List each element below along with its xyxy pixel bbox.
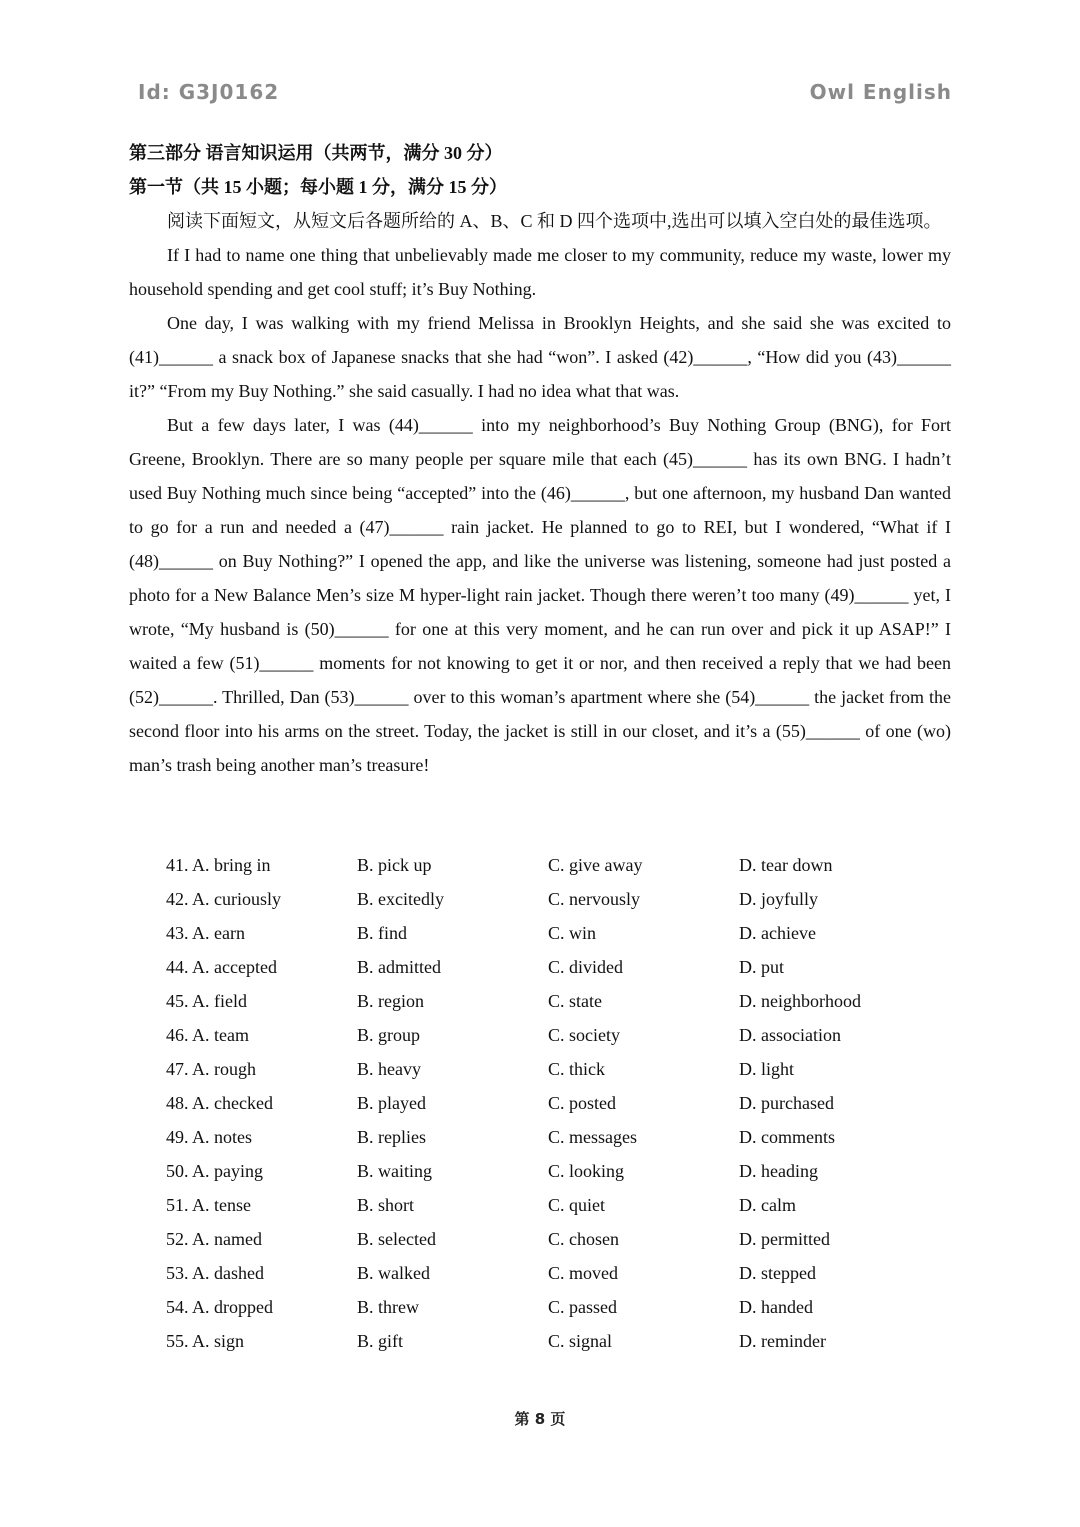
option-a: 54. A. dropped: [166, 1297, 273, 1317]
brand-name: Owl English: [809, 80, 952, 104]
option-d: D. neighborhood: [739, 991, 861, 1011]
question-row: [166, 1256, 966, 1290]
option-a: 49. A. notes: [166, 1127, 253, 1147]
option-a: 43. A. earn: [166, 923, 245, 943]
question-row: [166, 1188, 966, 1222]
document-id: Id: G3J0162: [138, 80, 280, 104]
option-d: D. light: [739, 1059, 795, 1079]
question-row: [166, 882, 966, 916]
question-row: [166, 1154, 966, 1188]
option-b: B. selected: [357, 1229, 436, 1249]
option-c: C. give away: [548, 855, 643, 875]
option-d: D. joyfully: [739, 889, 818, 909]
option-d: D. permitted: [739, 1229, 830, 1249]
passage-paragraph: One day, I was walking with my friend Melissa in Brooklyn Heights, and she said she was excited to (41)______ a snack box of Japanese snacks that she had “won”. I asked (42)______, “How did you (43)______ it?” “From my Buy Nothing.” she said casually. I had no idea what that was.: [129, 313, 951, 401]
option-a: 42. A. curiously: [166, 889, 281, 909]
option-d: D. handed: [739, 1297, 813, 1317]
option-a: 45. A. field: [166, 991, 247, 1011]
option-b: B. excitedly: [357, 889, 444, 909]
option-b: B. waiting: [357, 1161, 432, 1181]
option-c: C. win: [548, 923, 597, 943]
option-b: B. replies: [357, 1127, 426, 1147]
option-a: 44. A. accepted: [166, 957, 277, 977]
option-b: B. pick up: [357, 855, 432, 875]
option-b: B. region: [357, 991, 424, 1011]
question-row: [166, 916, 966, 950]
option-d: D. tear down: [739, 855, 833, 875]
option-a: 52. A. named: [166, 1229, 262, 1249]
option-c: C. state: [548, 991, 602, 1011]
question-row: [166, 1018, 966, 1052]
page-number: 第 8 页: [514, 1410, 566, 1428]
answer-options: [166, 848, 966, 1358]
option-c: C. moved: [548, 1263, 618, 1283]
option-a: 48. A. checked: [166, 1093, 273, 1113]
option-d: D. achieve: [739, 923, 816, 943]
option-a: 55. A. sign: [166, 1331, 245, 1351]
option-b: B. gift: [357, 1331, 404, 1351]
option-c: C. thick: [548, 1059, 605, 1079]
option-c: C. signal: [548, 1331, 613, 1351]
option-c: C. passed: [548, 1297, 617, 1317]
option-c: C. posted: [548, 1093, 617, 1113]
section-subtitle: 第一节（共 15 小题；每小题 1 分，满分 15 分）: [129, 177, 507, 197]
part-title: 第三部分 语言知识运用（共两节，满分 30 分）: [129, 143, 503, 163]
option-b: B. played: [357, 1093, 426, 1113]
passage-paragraph: If I had to name one thing that unbelievably made me closer to my community, reduce my waste, lower my household spending and get cool stuff; it’s Buy Nothing.: [129, 245, 951, 299]
option-d: D. association: [739, 1025, 841, 1045]
question-row: [166, 1052, 966, 1086]
passage-paragraph: But a few days later, I was (44)______ into my neighborhood’s Buy Nothing Group (BNG), for Fort Greene, Brooklyn. There are so many people per square mile that each (45)______ has its own BNG. I hadn’t used Buy Nothing much since being “accepted” into the (46)______, but one afternoon, my husband Dan wanted to go for a run and needed a (47)______ rain jacket. He planned to go to REI, but I wondered, “What if I (48)______ on Buy Nothing?” I opened the app, and like the universe was listening, someone had just posted a photo for a New Balance Men’s size M hyper-light rain jacket. Though there weren’t too many (49)______ yet, I wrote, “My husband is (50)______ for one at this very moment, and he can run over and pick it up ASAP!” I waited a few (51)______ moments for not knowing to get it or nor, and then received a reply that we had been (52)______. Thrilled, Dan (53)______ over to this woman’s apartment where she (54)______ the jacket from the second floor into his arms on the street. Today, the jacket is still in our closet, and it’s a (55)______ of one (wo) man’s trash being another man’s treasure!: [129, 415, 951, 775]
option-a: 50. A. paying: [166, 1161, 263, 1181]
option-d: D. comments: [739, 1127, 835, 1147]
instruction-text: 阅读下面短文，从短文后各题所给的 A、B、C 和 D 四个选项中,选出可以填入空白处的最佳选项。: [167, 211, 942, 231]
option-b: B. heavy: [357, 1059, 421, 1079]
option-c: C. nervously: [548, 889, 640, 909]
page-header: [138, 80, 952, 108]
question-row: [166, 1222, 966, 1256]
option-d: D. purchased: [739, 1093, 834, 1113]
question-row: [166, 1120, 966, 1154]
option-a: 53. A. dashed: [166, 1263, 264, 1283]
question-row: [166, 1324, 966, 1358]
option-b: B. short: [357, 1195, 415, 1215]
question-row: [166, 950, 966, 984]
question-row: [166, 1290, 966, 1324]
option-c: C. looking: [548, 1161, 625, 1181]
option-b: B. find: [357, 923, 408, 943]
option-a: 46. A. team: [166, 1025, 249, 1045]
option-a: 51. A. tense: [166, 1195, 251, 1215]
option-d: D. put: [739, 957, 784, 977]
option-d: D. calm: [739, 1195, 796, 1215]
option-c: C. chosen: [548, 1229, 619, 1249]
option-c: C. messages: [548, 1127, 637, 1147]
option-d: D. stepped: [739, 1263, 816, 1283]
option-d: D. reminder: [739, 1331, 826, 1351]
option-b: B. threw: [357, 1297, 419, 1317]
question-row: [166, 1086, 966, 1120]
option-a: 41. A. bring in: [166, 855, 271, 875]
option-b: B. admitted: [357, 957, 441, 977]
option-c: C. quiet: [548, 1195, 605, 1215]
option-d: D. heading: [739, 1161, 818, 1181]
question-row: [166, 984, 966, 1018]
question-row: [166, 848, 966, 882]
option-c: C. society: [548, 1025, 620, 1045]
option-b: B. walked: [357, 1263, 430, 1283]
option-a: 47. A. rough: [166, 1059, 256, 1079]
option-b: B. group: [357, 1025, 420, 1045]
main-content: [129, 136, 951, 782]
option-c: C. divided: [548, 957, 623, 977]
